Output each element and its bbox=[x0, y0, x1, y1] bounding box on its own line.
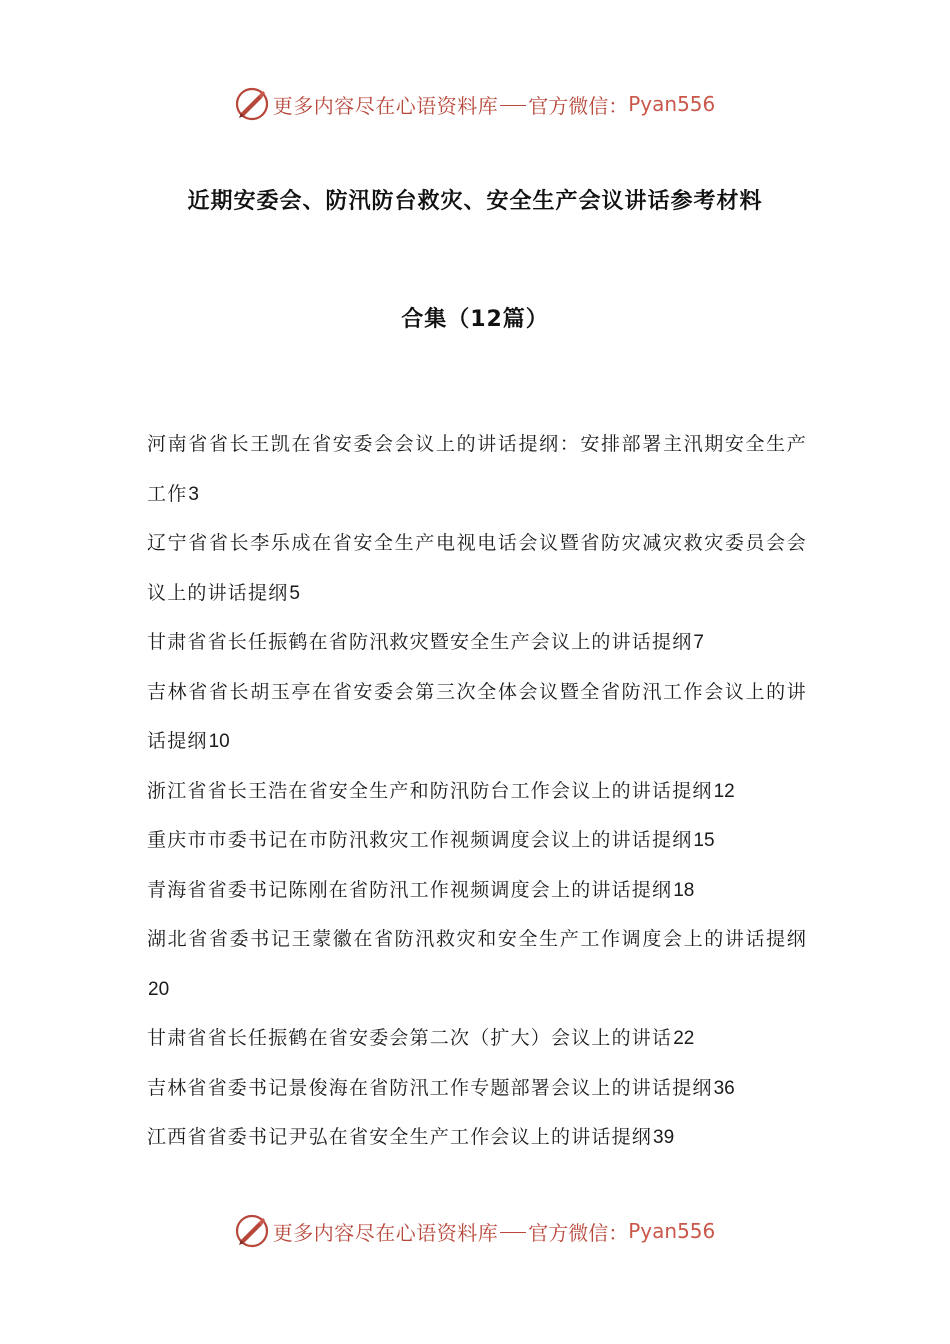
toc-entry-text: 甘肃省省长任振鹤在省防汛救灾暨安全生产会议上的讲话提纲 bbox=[147, 631, 693, 653]
toc-entry[interactable] bbox=[147, 866, 807, 916]
toc-entry-page: 3 bbox=[188, 483, 199, 505]
toc-entry-text: 河南省省长王凯在省安委会会议上的讲话提纲：安排部署主汛期安全生产工作 bbox=[147, 433, 807, 505]
toc-entry-page: 22 bbox=[673, 1028, 695, 1049]
toc-entry-page: 15 bbox=[693, 830, 715, 851]
toc-entry-text: 青海省省委书记陈刚在省防汛工作视频调度会上的讲话提纲 bbox=[147, 878, 673, 901]
toc-entry-page: 20 bbox=[148, 978, 170, 1000]
toc-entry-text: 浙江省省长王浩在省安全生产和防汛防台工作会议上的讲话提纲 bbox=[147, 779, 713, 802]
toc-entry[interactable] bbox=[147, 1113, 807, 1163]
footer-banner bbox=[0, 1211, 950, 1251]
toc-entry-page: 10 bbox=[208, 731, 230, 752]
toc-entry-text: 甘肃省省长任振鹤在省安委会第二次（扩大）会议上的讲话 bbox=[147, 1027, 673, 1049]
toc-entry-text: 重庆市市委书记在市防汛救灾工作视频调度会议上的讲话提纲 bbox=[147, 829, 693, 851]
toc-entry-page: 36 bbox=[713, 1077, 735, 1099]
toc-entry[interactable] bbox=[147, 816, 807, 866]
toc-entry-text: 江西省省委书记尹弘在省安全生产工作会议上的讲话提纲 bbox=[147, 1126, 653, 1148]
toc-entry[interactable] bbox=[147, 618, 807, 668]
banner-dash bbox=[500, 1232, 526, 1233]
toc-entry[interactable] bbox=[147, 767, 807, 817]
banner-promo-text: 更多内容尽在心语资料库 bbox=[272, 93, 499, 118]
toc-entry-page: 7 bbox=[693, 632, 704, 653]
toc-entry-text: 吉林省省委书记景俊海在省防汛工作专题部署会议上的讲话提纲 bbox=[147, 1076, 713, 1099]
toc-entry-text: 辽宁省省长李乐成在省安全生产电视电话会议暨省防灾减灾救灾委员会会议上的讲话提纲 bbox=[147, 532, 807, 604]
banner-wechat-id: Pyan556 bbox=[628, 1219, 716, 1243]
toc-entry[interactable] bbox=[147, 519, 807, 618]
toc-entry-page: 39 bbox=[653, 1127, 675, 1148]
toc-entry[interactable] bbox=[147, 668, 807, 767]
toc-entry[interactable] bbox=[147, 915, 807, 1014]
pen-logo-icon bbox=[235, 87, 269, 121]
pen-logo-icon bbox=[235, 1214, 269, 1248]
header-banner bbox=[0, 84, 950, 124]
toc-entry-text: 湖北省省委书记王蒙徽在省防汛救灾和安全生产工作调度会上的讲话提纲 bbox=[147, 928, 807, 950]
document-title-line1: 近期安委会、防汛防台救灾、安全生产会议讲话参考材料 bbox=[187, 189, 763, 214]
banner-promo-text: 更多内容尽在心语资料库 bbox=[272, 1220, 499, 1245]
banner-contact-label: 官方微信： bbox=[528, 93, 629, 118]
toc-entry[interactable] bbox=[147, 420, 807, 519]
toc-entry-page: 18 bbox=[673, 879, 695, 901]
banner-dash bbox=[500, 105, 526, 106]
banner-wechat-id: Pyan556 bbox=[628, 92, 716, 116]
toc-entry[interactable] bbox=[147, 1014, 807, 1064]
banner-contact-label: 官方微信： bbox=[528, 1220, 629, 1245]
toc-entry-text: 吉林省省长胡玉亭在省安委会第三次全体会议暨全省防汛工作会议上的讲话提纲 bbox=[147, 680, 807, 752]
toc-entry-page: 12 bbox=[713, 780, 735, 802]
toc-entry[interactable] bbox=[147, 1064, 807, 1114]
toc-entry-page: 5 bbox=[289, 582, 300, 604]
document-title-line2: 合集（12篇） bbox=[401, 307, 549, 332]
table-of-contents bbox=[147, 420, 807, 1163]
